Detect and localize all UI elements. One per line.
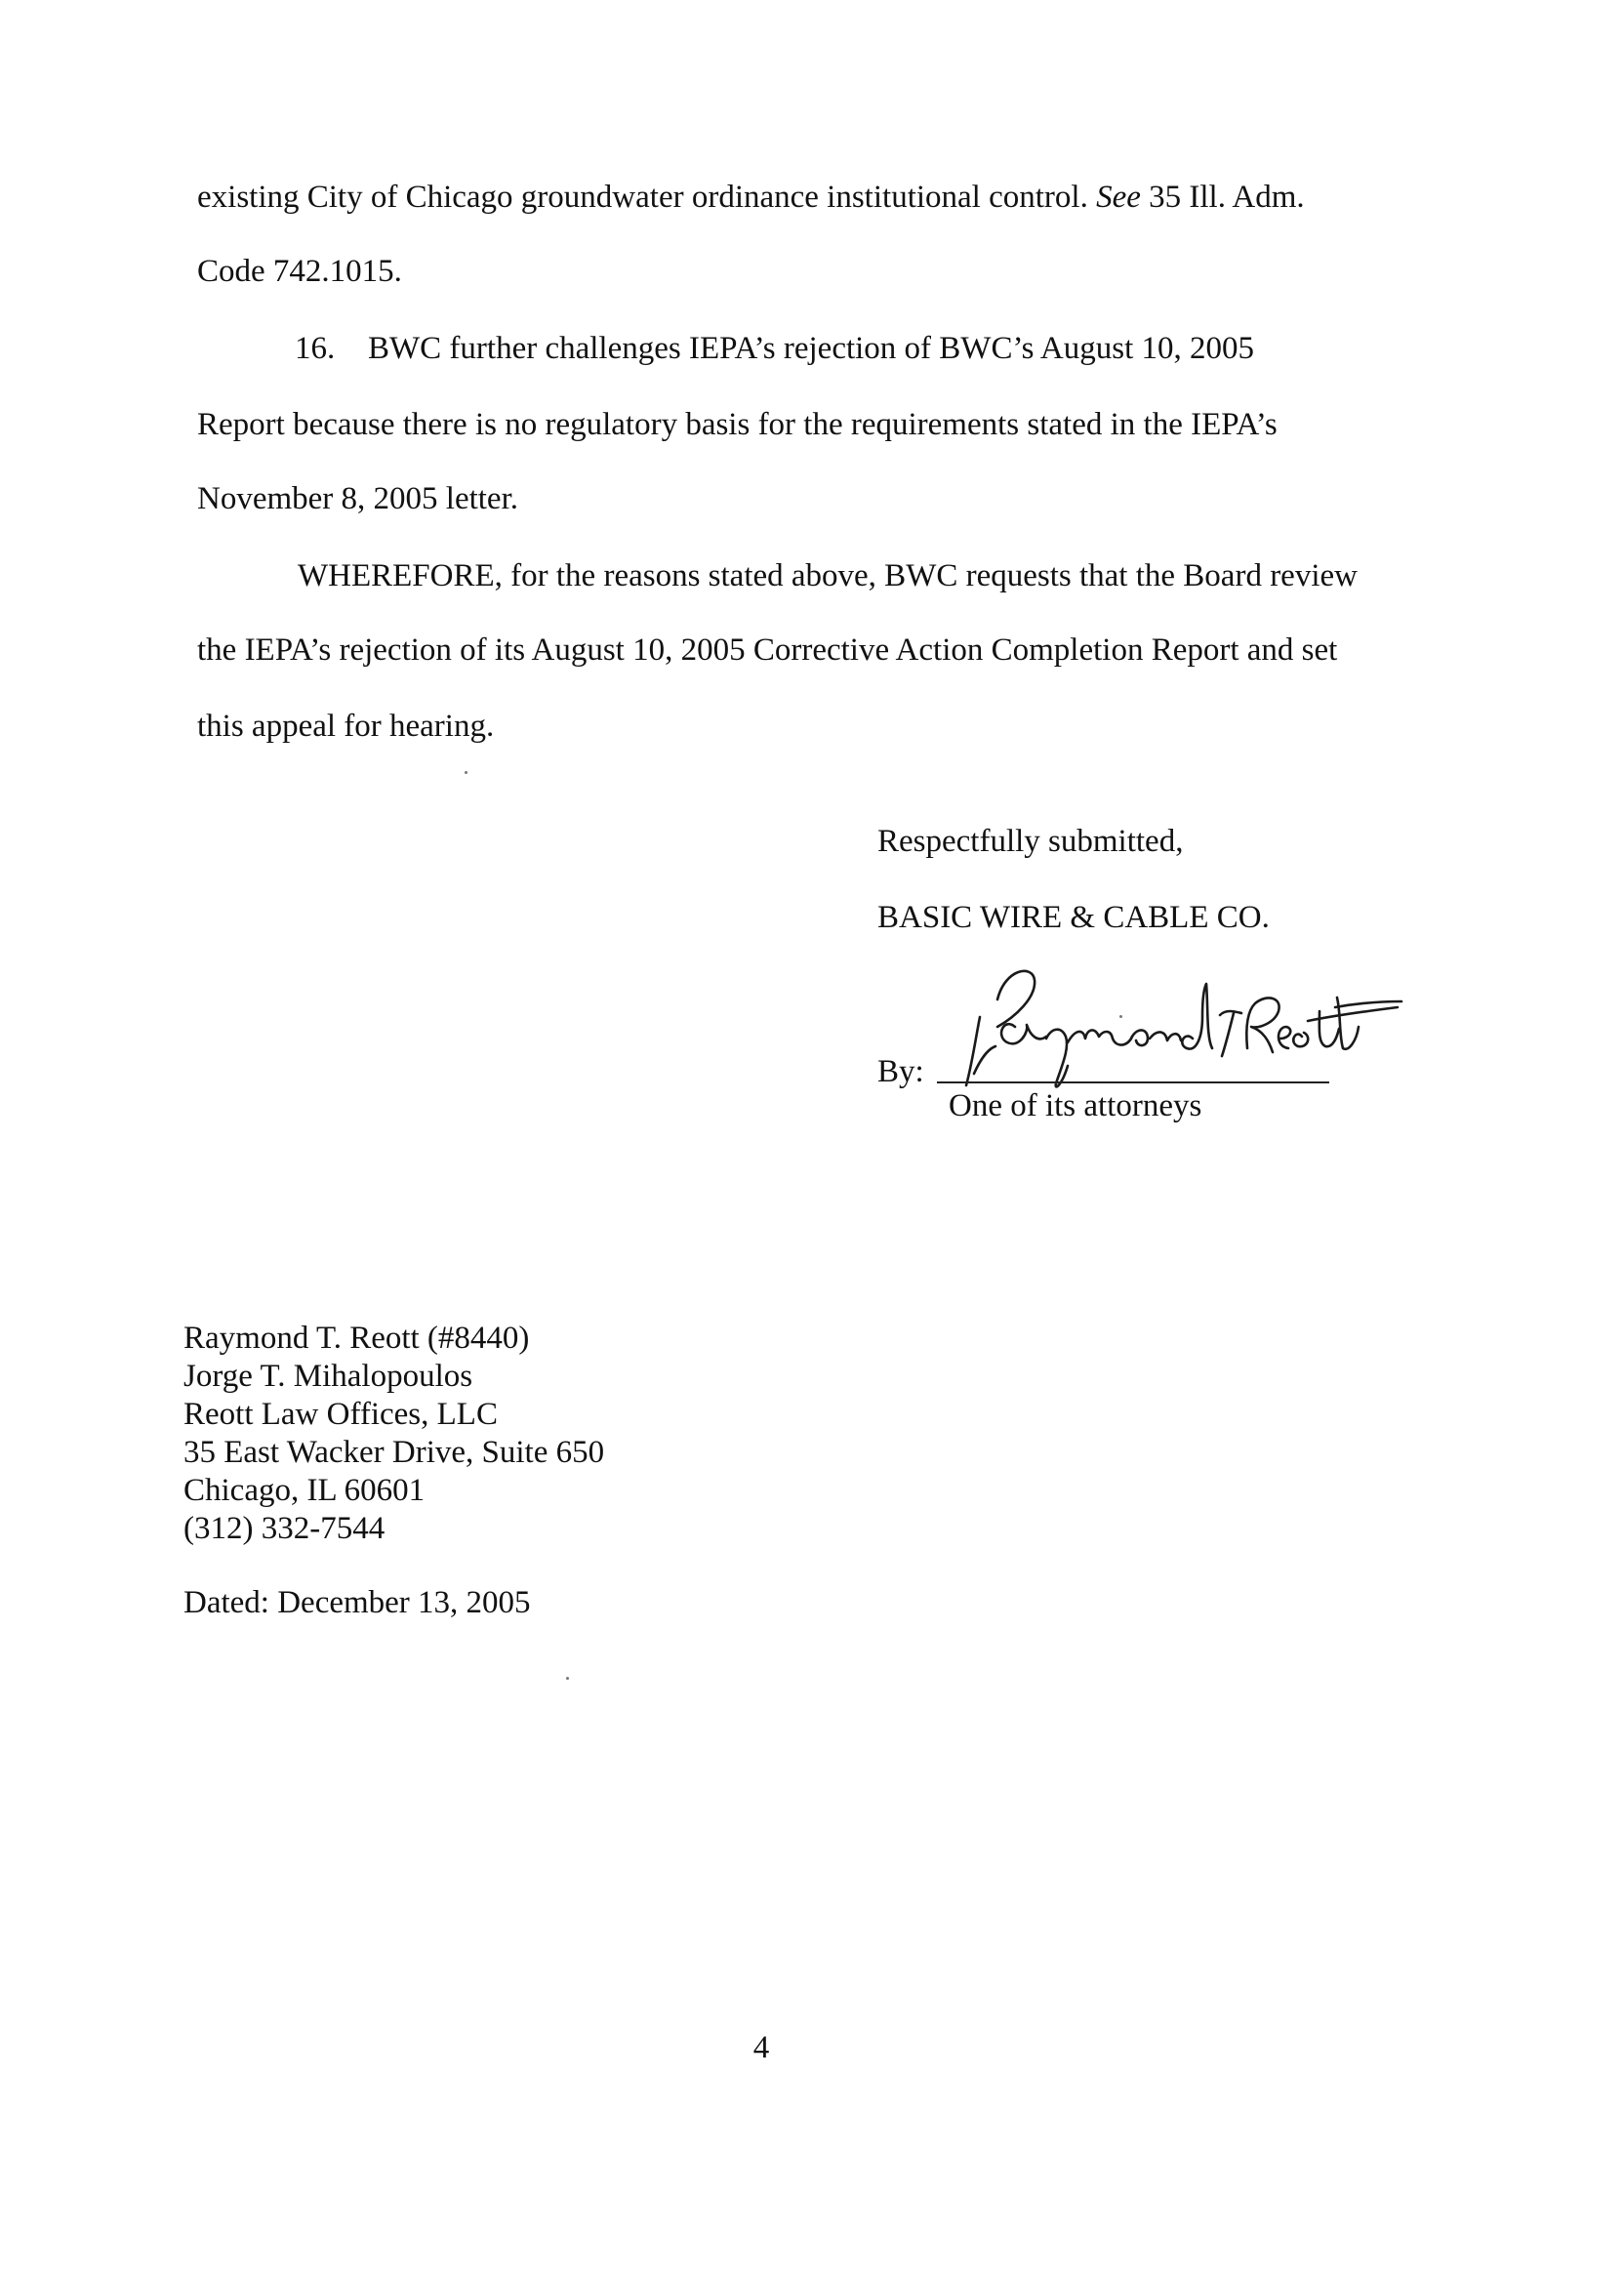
dated-line: Dated: December 13, 2005 <box>183 1585 531 1620</box>
scan-speck <box>566 1677 569 1680</box>
scan-speck <box>465 771 467 774</box>
see-citation-signal: See <box>1096 180 1141 215</box>
signature-line <box>937 1081 1329 1083</box>
paragraph-number: 16. <box>295 331 336 366</box>
closing-text: Respectfully submitted, <box>877 824 1184 859</box>
paragraph-16-line-1 <box>295 329 1254 368</box>
attorney-line: Raymond T. Reott (#8440) <box>183 1321 530 1356</box>
attorney-info-block <box>183 1320 604 1548</box>
page-number: 4 <box>752 2030 770 2065</box>
paragraph-16-line-2: Report because there is no regulatory basis for the requirements stated in the IEPA’s <box>197 407 1278 442</box>
continuation-text-1: existing City of Chicago groundwater ordinance institutional control. <box>197 180 1088 215</box>
attorney-line: Jorge T. Mihalopoulos <box>183 1359 473 1394</box>
wherefore-line-2: the IEPA’s rejection of its August 10, 2005 Corrective Action Completion Report and set <box>197 632 1338 668</box>
company-name: BASIC WIRE & CABLE CO. <box>877 900 1270 935</box>
paragraph-16-line-3: November 8, 2005 letter. <box>197 481 519 516</box>
continuation-text-2: 35 Ill. Adm. <box>1149 180 1305 215</box>
paragraph-continuation-line-1 <box>197 178 1305 217</box>
wherefore-line-3: this appeal for hearing. <box>197 709 495 744</box>
attorney-line: Chicago, IL 60601 <box>183 1473 426 1508</box>
attorney-line: Reott Law Offices, LLC <box>183 1397 498 1432</box>
attorney-line: 35 East Wacker Drive, Suite 650 <box>183 1435 605 1470</box>
signature-caption: One of its attorneys <box>949 1088 1202 1123</box>
paragraph-16-text-1: BWC further challenges IEPA’s rejection of BWC’s August 10, 2005 <box>368 331 1254 366</box>
attorney-line: (312) 332-7544 <box>183 1511 386 1546</box>
scan-speck <box>1119 1015 1122 1018</box>
paragraph-continuation-line-2: Code 742.1015. <box>197 254 402 289</box>
wherefore-line-1: WHEREFORE, for the reasons stated above, BWC requests that the Board review <box>298 558 1358 593</box>
by-label: By: <box>877 1054 924 1089</box>
